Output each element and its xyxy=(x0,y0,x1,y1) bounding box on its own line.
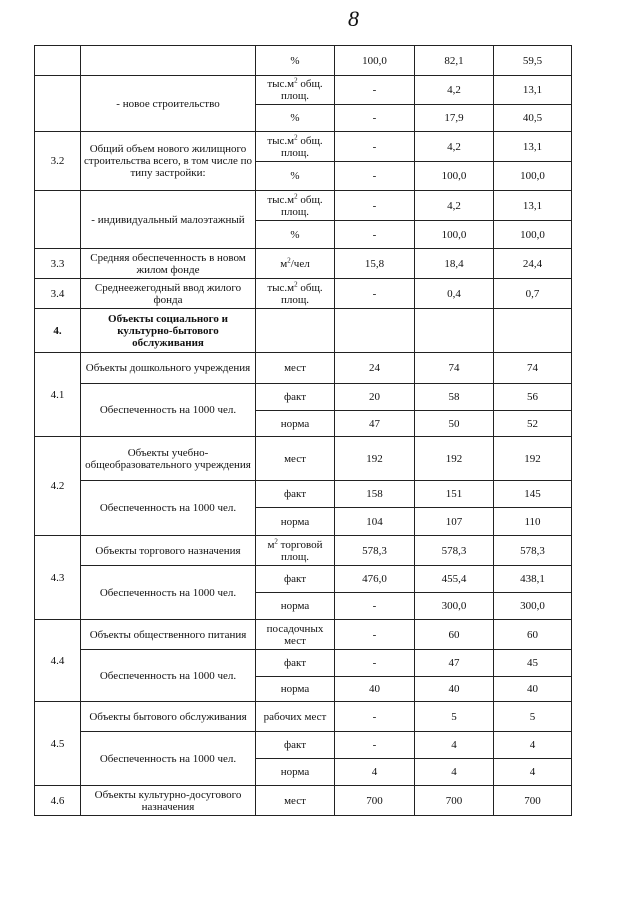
value-cell-2: 151 xyxy=(415,481,494,508)
value-cell-1: 24 xyxy=(335,353,415,384)
value-cell-2: 74 xyxy=(415,353,494,384)
page-number: 8 xyxy=(348,6,359,31)
row-number: 4.3 xyxy=(35,536,81,620)
row-label: Объекты культурно-досугового назначения xyxy=(81,786,256,816)
value-cell-1: - xyxy=(335,650,415,677)
row-label: Обеспеченность на 1000 чел. xyxy=(81,650,256,702)
value-cell-1 xyxy=(335,309,415,353)
value-cell-3: 4 xyxy=(494,759,572,786)
table-row xyxy=(35,786,572,816)
value-cell-3: 700 xyxy=(494,786,572,816)
value-cell-1: 4 xyxy=(335,759,415,786)
row-label: Обеспеченность на 1000 чел. xyxy=(81,566,256,620)
value-cell-1: 20 xyxy=(335,384,415,411)
value-cell-2: 100,0 xyxy=(415,162,494,191)
value-cell-2: 47 xyxy=(415,650,494,677)
value-cell-3: 24,4 xyxy=(494,249,572,279)
value-cell-1: - xyxy=(335,76,415,105)
row-number: 3.2 xyxy=(35,132,81,191)
row-label: Общий объем нового жилищного строительства всего, в том числе по типу застройки: xyxy=(81,132,256,191)
row-label xyxy=(81,46,256,76)
unit-cell: факт xyxy=(256,650,335,677)
row-number: 4. xyxy=(35,309,81,353)
row-number: 4.4 xyxy=(35,620,81,702)
row-label: Средняя обеспеченность в новом жилом фонде xyxy=(81,249,256,279)
value-cell-1: - xyxy=(335,191,415,221)
value-cell-2: 578,3 xyxy=(415,536,494,566)
value-cell-3: 59,5 xyxy=(494,46,572,76)
row-label: Объекты учебно-общеобразовательного учреждения xyxy=(81,437,256,481)
unit-cell: % xyxy=(256,105,335,132)
value-cell-1: 578,3 xyxy=(335,536,415,566)
unit-cell xyxy=(256,309,335,353)
row-label: Обеспеченность на 1000 чел. xyxy=(81,481,256,536)
value-cell-1: - xyxy=(335,620,415,650)
table-row xyxy=(35,620,572,650)
value-cell-1: 700 xyxy=(335,786,415,816)
value-cell-1: 100,0 xyxy=(335,46,415,76)
row-number: 4.2 xyxy=(35,437,81,536)
row-number: 3.3 xyxy=(35,249,81,279)
row-label: Обеспеченность на 1000 чел. xyxy=(81,384,256,437)
table-row xyxy=(35,46,572,76)
value-cell-2: 4,2 xyxy=(415,76,494,105)
value-cell-3: 52 xyxy=(494,411,572,437)
value-cell-1: - xyxy=(335,162,415,191)
value-cell-2: 60 xyxy=(415,620,494,650)
row-number: 4.6 xyxy=(35,786,81,816)
table-row xyxy=(35,384,572,411)
value-cell-3: 13,1 xyxy=(494,191,572,221)
unit-cell: мест xyxy=(256,786,335,816)
table-row xyxy=(35,536,572,566)
unit-cell: рабочих мест xyxy=(256,702,335,732)
value-cell-3: 0,7 xyxy=(494,279,572,309)
unit-cell: норма xyxy=(256,759,335,786)
section-title: Объекты социального и культурно-бытового обслуживания xyxy=(81,309,256,353)
table-row xyxy=(35,702,572,732)
table-row xyxy=(35,132,572,162)
value-cell-2: 82,1 xyxy=(415,46,494,76)
table-row xyxy=(35,650,572,677)
row-number xyxy=(35,191,81,249)
row-number: 4.1 xyxy=(35,353,81,437)
unit-cell: $тыс.м^2$ общ. площ. xyxy=(256,191,335,221)
table-row xyxy=(35,353,572,384)
value-cell-3: 40 xyxy=(494,677,572,702)
table-row xyxy=(35,76,572,105)
value-cell-2: 4 xyxy=(415,732,494,759)
value-cell-3: 60 xyxy=(494,620,572,650)
value-cell-3: 5 xyxy=(494,702,572,732)
table-row xyxy=(35,732,572,759)
unit-cell: $тыс.м^2$ общ. площ. xyxy=(256,132,335,162)
value-cell-3: 578,3 xyxy=(494,536,572,566)
row-label: Объекты торгового назначения xyxy=(81,536,256,566)
table-row xyxy=(35,279,572,309)
value-cell-2: 100,0 xyxy=(415,221,494,249)
unit-cell: % xyxy=(256,46,335,76)
unit-cell: $м^2$ торговой площ. xyxy=(256,536,335,566)
value-cell-3: 100,0 xyxy=(494,162,572,191)
row-number xyxy=(35,76,81,132)
unit-cell: факт xyxy=(256,732,335,759)
unit-cell: факт xyxy=(256,481,335,508)
value-cell-1: - xyxy=(335,702,415,732)
value-cell-1: - xyxy=(335,132,415,162)
unit-cell: норма xyxy=(256,508,335,536)
unit-cell: % xyxy=(256,162,335,191)
row-number: 4.5 xyxy=(35,702,81,786)
value-cell-2: 50 xyxy=(415,411,494,437)
unit-cell: $тыс.м^2$ общ. площ. xyxy=(256,76,335,105)
value-cell-1: 104 xyxy=(335,508,415,536)
value-cell-3: 56 xyxy=(494,384,572,411)
value-cell-2: 40 xyxy=(415,677,494,702)
table-row xyxy=(35,191,572,221)
value-cell-2: 18,4 xyxy=(415,249,494,279)
value-cell-1: 158 xyxy=(335,481,415,508)
value-cell-3: 110 xyxy=(494,508,572,536)
value-cell-2: 58 xyxy=(415,384,494,411)
table-row xyxy=(35,566,572,593)
row-label: Объекты дошкольного учреждения xyxy=(81,353,256,384)
value-cell-2: 107 xyxy=(415,508,494,536)
unit-cell: посадочных мест xyxy=(256,620,335,650)
value-cell-2: 300,0 xyxy=(415,593,494,620)
unit-cell: мест xyxy=(256,353,335,384)
table-row xyxy=(35,437,572,481)
value-cell-1: 15,8 xyxy=(335,249,415,279)
unit-cell: норма xyxy=(256,593,335,620)
value-cell-3: 45 xyxy=(494,650,572,677)
unit-cell: мест xyxy=(256,437,335,481)
value-cell-1: - xyxy=(335,279,415,309)
value-cell-3: 40,5 xyxy=(494,105,572,132)
value-cell-2 xyxy=(415,309,494,353)
row-label: Среднеежегодный ввод жилого фонда xyxy=(81,279,256,309)
value-cell-3: 4 xyxy=(494,732,572,759)
row-label: - индивидуальный малоэтажный xyxy=(81,191,256,249)
value-cell-2: 0,4 xyxy=(415,279,494,309)
value-cell-2: 17,9 xyxy=(415,105,494,132)
value-cell-3: 192 xyxy=(494,437,572,481)
row-label: Обеспеченность на 1000 чел. xyxy=(81,732,256,786)
unit-cell: факт xyxy=(256,566,335,593)
value-cell-1: 47 xyxy=(335,411,415,437)
section-header-row xyxy=(35,309,572,353)
value-cell-2: 5 xyxy=(415,702,494,732)
value-cell-3: 13,1 xyxy=(494,132,572,162)
unit-cell: $м^2$/чел xyxy=(256,249,335,279)
value-cell-1: - xyxy=(335,732,415,759)
value-cell-3: 100,0 xyxy=(494,221,572,249)
value-cell-1: 192 xyxy=(335,437,415,481)
row-label: Объекты бытового обслуживания xyxy=(81,702,256,732)
value-cell-1: - xyxy=(335,221,415,249)
value-cell-2: 4,2 xyxy=(415,132,494,162)
indicators-table xyxy=(34,45,572,816)
value-cell-2: 455,4 xyxy=(415,566,494,593)
value-cell-1: 40 xyxy=(335,677,415,702)
value-cell-3: 13,1 xyxy=(494,76,572,105)
value-cell-1: - xyxy=(335,593,415,620)
value-cell-2: 4,2 xyxy=(415,191,494,221)
unit-cell: факт xyxy=(256,384,335,411)
value-cell-3: 145 xyxy=(494,481,572,508)
value-cell-3: 438,1 xyxy=(494,566,572,593)
row-number: 3.4 xyxy=(35,279,81,309)
unit-cell: % xyxy=(256,221,335,249)
value-cell-1: - xyxy=(335,105,415,132)
value-cell-3: 300,0 xyxy=(494,593,572,620)
unit-cell: норма xyxy=(256,411,335,437)
unit-cell: норма xyxy=(256,677,335,702)
row-label: - новое строительство xyxy=(81,76,256,132)
unit-cell: $тыс.м^2$ общ. площ. xyxy=(256,279,335,309)
row-number xyxy=(35,46,81,76)
value-cell-1: 476,0 xyxy=(335,566,415,593)
value-cell-2: 4 xyxy=(415,759,494,786)
row-label: Объекты общественного питания xyxy=(81,620,256,650)
value-cell-3 xyxy=(494,309,572,353)
value-cell-3: 74 xyxy=(494,353,572,384)
table-row xyxy=(35,249,572,279)
value-cell-2: 192 xyxy=(415,437,494,481)
table-row xyxy=(35,481,572,508)
value-cell-2: 700 xyxy=(415,786,494,816)
